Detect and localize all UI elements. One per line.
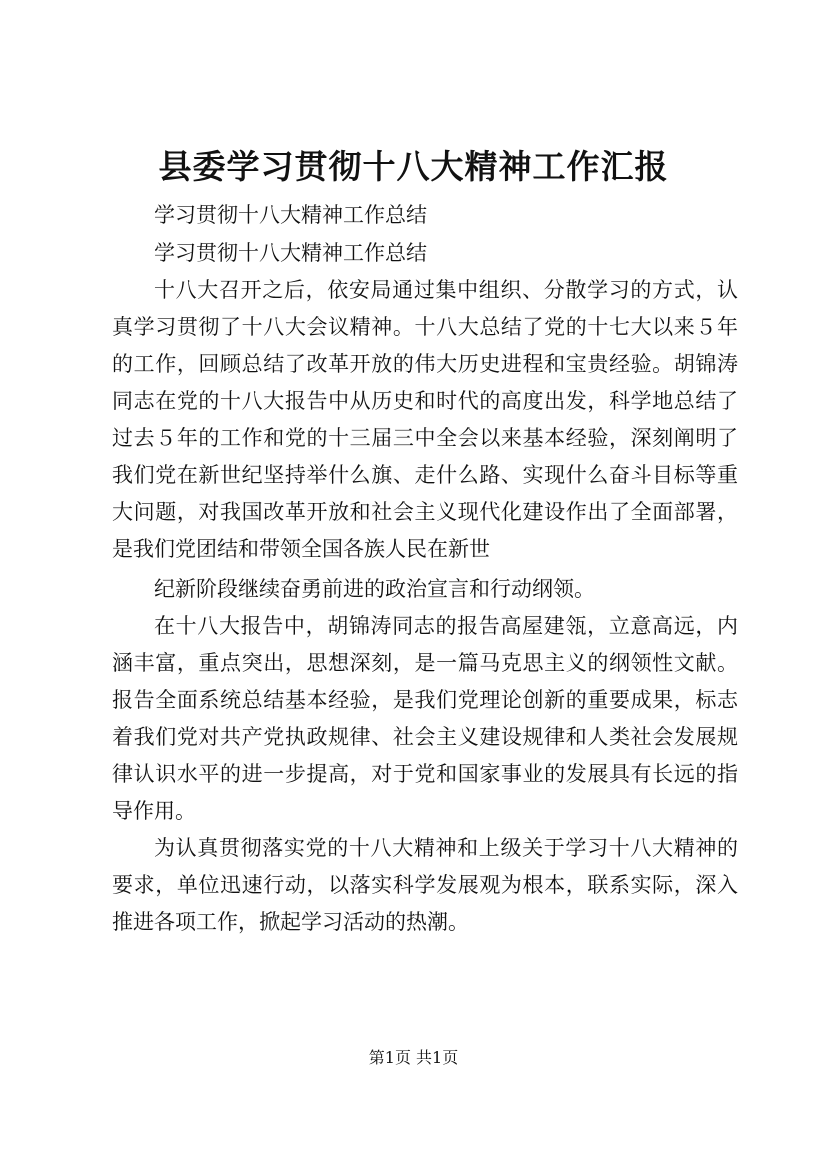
document-body (112, 196, 738, 941)
body-paragraph: 在十八大报告中，胡锦涛同志的报告高屋建瓴，立意高远，内涵丰富，重点突出，思想深刻，是一篇马克思主义的纲领性文献。报告全面系统总结基本经验，是我们党理论创新的重要成果，标志着我们党对共产党执政规律、社会主义建设规律和人类社会发展规律认识水平的进一步提高，对于党和国家事业的发展具有长远的指导作用。 (112, 614, 738, 823)
body-paragraph: 十八大召开之后，依安局通过集中组织、分散学习的方式，认真学习贯彻了十八大会议精神。十八大总结了党的十七大以来５年的工作，回顾总结了改革开放的伟大历史进程和宝贵经验。胡锦涛同志在党的十八大报告中从历史和时代的高度出发，科学地总结了过去５年的工作和党的十三届三中全会以来基本经验，深刻阐明了我们党在新世纪坚持举什么旗、走什么路、实现什么奋斗目标等重大问题，对我国改革开放和社会主义现代化建设作出了全面部署，是我们党团结和带领全国各族人民在新世 (112, 278, 738, 561)
page-number-footer: 第1页 共1页 (368, 1048, 459, 1067)
subtitle-line: 学习贯彻十八大精神工作总结 (154, 203, 427, 227)
subtitle-line: 学习贯彻十八大精神工作总结 (154, 241, 427, 265)
document-title: 县委学习贯彻十八大精神工作汇报 (158, 147, 669, 186)
body-paragraph: 纪新阶段继续奋勇前进的政治宣言和行动纲领。 (154, 577, 595, 601)
body-paragraph: 为认真贯彻落实党的十八大精神和上级关于学习十八大精神的要求，单位迅速行动，以落实科学发展观为根本，联系实际，深入推进各项工作，掀起学习活动的热潮。 (112, 836, 738, 934)
